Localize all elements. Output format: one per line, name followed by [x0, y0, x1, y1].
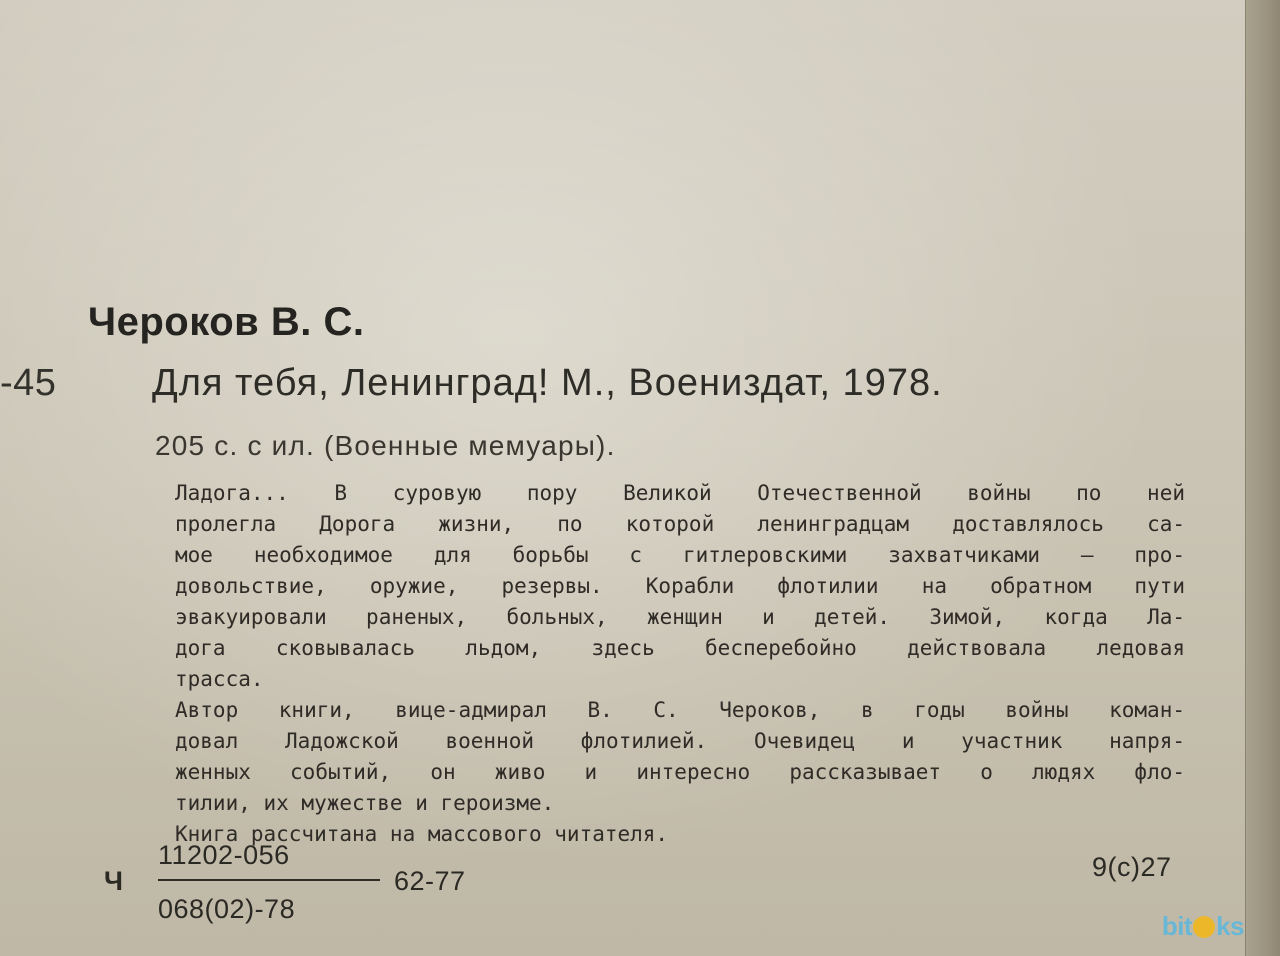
- abstract-line: женных событий, он живо и интересно рассказывает о людях фло-: [175, 760, 1185, 784]
- abstract-line: тилии, их мужестве и героизме.: [175, 791, 555, 815]
- author-name: Чероков В. С.: [88, 300, 365, 344]
- page-edge: [1245, 0, 1280, 956]
- bib-code-right: 9(с)27: [1092, 852, 1172, 882]
- bib-fraction-line: [158, 879, 380, 881]
- bib-code-letter: Ч: [104, 866, 124, 896]
- abstract-line: Автор книги, вице-адмирал В. С. Чероков, в годы войны коман-: [175, 698, 1185, 722]
- bitoks-logo-icon: [1193, 916, 1215, 938]
- abstract-line: довал Ладожской военной флотилией. Очевидец и участник напря-: [175, 729, 1185, 753]
- bib-code-numerator: 11202-056: [158, 840, 290, 870]
- watermark-logo: [1162, 911, 1244, 942]
- abstract-line: Книга рассчитана на массового читателя.: [175, 822, 669, 846]
- abstract-line: Ладога... В суровую пору Великой Отечественной войны по ней: [175, 481, 1185, 505]
- abstract-line: эвакуировали раненых, больных, женщин и детей. Зимой, когда Ла-: [175, 605, 1185, 629]
- abstract-line: дога сковывалась льдом, здесь бесперебойно действовала ледовая: [175, 636, 1185, 660]
- bib-code-denominator: 068(02)-78: [158, 894, 296, 924]
- watermark-text-after: ks: [1216, 911, 1244, 941]
- watermark-text-before: bit: [1161, 911, 1193, 941]
- bib-code-middle: 62-77: [394, 866, 466, 896]
- abstract-line: довольствие, оружие, резервы. Корабли флотилии на обратном пути: [175, 574, 1185, 598]
- pages-line: 205 с. с ил. (Военные мемуары).: [155, 430, 616, 461]
- abstract-line: мое необходимое для борьбы с гитлеровскими захватчиками — про-: [175, 543, 1185, 567]
- abstract-line: пролегла Дорога жизни, по которой ленинградцам доставлялось са-: [175, 512, 1185, 536]
- book-title-line: Для тебя, Ленинград! М., Воениздат, 1978.: [152, 362, 943, 404]
- abstract-text: [175, 478, 1185, 850]
- classification-code: -45: [0, 362, 57, 404]
- abstract-line: трасса.: [175, 667, 264, 691]
